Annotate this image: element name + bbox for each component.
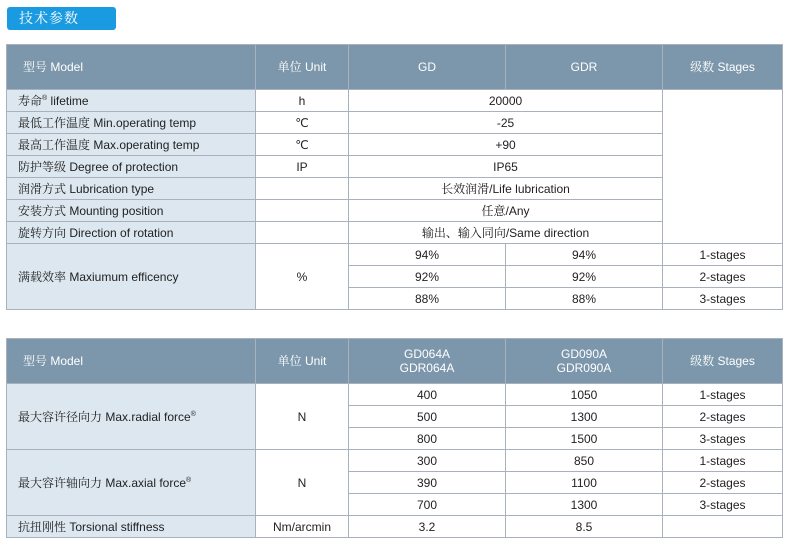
row-value: 20000 (349, 90, 663, 112)
row-label: 防护等级 Degree of protection (7, 156, 256, 178)
stage-label: 3-stages (663, 288, 783, 310)
spec-table-general (6, 44, 783, 310)
row-unit (256, 178, 349, 200)
row-unit (256, 222, 349, 244)
row-label: 旋转方向 Direction of rotation (7, 222, 256, 244)
stage-label: 3-stages (663, 494, 783, 516)
stage-empty-cell (663, 516, 783, 538)
header-gd: GD (349, 45, 506, 90)
axial-value-a: 300 (349, 450, 506, 472)
radial-value-b: 1500 (506, 428, 663, 450)
header-col1: GD064A GDR064A (349, 339, 506, 384)
section-title: 技术参数 (7, 7, 116, 30)
header-stages: 级数 Stages (663, 339, 783, 384)
efficiency-gd: 88% (349, 288, 506, 310)
spec-table-forces (6, 338, 783, 538)
stage-label: 1-stages (663, 450, 783, 472)
torsional-value-b: 8.5 (506, 516, 663, 538)
table-header-row (7, 339, 783, 384)
stage-label: 2-stages (663, 406, 783, 428)
row-label: 安装方式 Mounting position (7, 200, 256, 222)
radial-value-b: 1050 (506, 384, 663, 406)
table-row (7, 90, 783, 112)
torsional-value-a: 3.2 (349, 516, 506, 538)
radial-value-a: 400 (349, 384, 506, 406)
efficiency-gdr: 92% (506, 266, 663, 288)
torsional-stiffness-unit: Nm/arcmin (256, 516, 349, 538)
axial-value-a: 700 (349, 494, 506, 516)
table-row (7, 450, 783, 472)
row-unit (256, 200, 349, 222)
header-col2: GD090A GDR090A (506, 339, 663, 384)
row-value: IP65 (349, 156, 663, 178)
radial-force-label: 最大容许径向力 Max.radial force® (7, 384, 256, 450)
table-row (7, 244, 783, 266)
row-value: +90 (349, 134, 663, 156)
efficiency-gdr: 94% (506, 244, 663, 266)
efficiency-gd: 94% (349, 244, 506, 266)
header-gdr: GDR (506, 45, 663, 90)
row-unit: IP (256, 156, 349, 178)
efficiency-label: 满载效率 Maxiumum efficency (7, 244, 256, 310)
axial-value-b: 1300 (506, 494, 663, 516)
efficiency-gdr: 88% (506, 288, 663, 310)
axial-value-b: 1100 (506, 472, 663, 494)
row-unit: h (256, 90, 349, 112)
row-value: 输出、输入同向/Same direction (349, 222, 663, 244)
stage-label: 1-stages (663, 244, 783, 266)
header-model: 型号 Model (7, 339, 256, 384)
radial-value-a: 500 (349, 406, 506, 428)
row-label: 最低工作温度 Min.operating temp (7, 112, 256, 134)
header-unit: 单位 Unit (256, 339, 349, 384)
header-stages: 级数 Stages (663, 45, 783, 90)
radial-value-b: 1300 (506, 406, 663, 428)
table-row (7, 384, 783, 406)
torsional-stiffness-label: 抗扭刚性 Torsional stiffness (7, 516, 256, 538)
efficiency-unit: % (256, 244, 349, 310)
header-unit: 单位 Unit (256, 45, 349, 90)
efficiency-gd: 92% (349, 266, 506, 288)
row-value: 长效润滑/Life lubrication (349, 178, 663, 200)
axial-force-unit: N (256, 450, 349, 516)
row-label: 最高工作温度 Max.operating temp (7, 134, 256, 156)
radial-value-a: 800 (349, 428, 506, 450)
stages-empty-cell (663, 90, 783, 244)
stage-label: 3-stages (663, 428, 783, 450)
row-unit: ℃ (256, 134, 349, 156)
table-header-row (7, 45, 783, 90)
row-label: 寿命® lifetime (7, 90, 256, 112)
axial-value-b: 850 (506, 450, 663, 472)
row-value: -25 (349, 112, 663, 134)
stage-label: 2-stages (663, 472, 783, 494)
stage-label: 2-stages (663, 266, 783, 288)
row-label: 润滑方式 Lubrication type (7, 178, 256, 200)
table-row (7, 516, 783, 538)
axial-value-a: 390 (349, 472, 506, 494)
row-unit: ℃ (256, 112, 349, 134)
header-model: 型号 Model (7, 45, 256, 90)
axial-force-label: 最大容许轴向力 Max.axial force® (7, 450, 256, 516)
stage-label: 1-stages (663, 384, 783, 406)
radial-force-unit: N (256, 384, 349, 450)
row-value: 任意/Any (349, 200, 663, 222)
